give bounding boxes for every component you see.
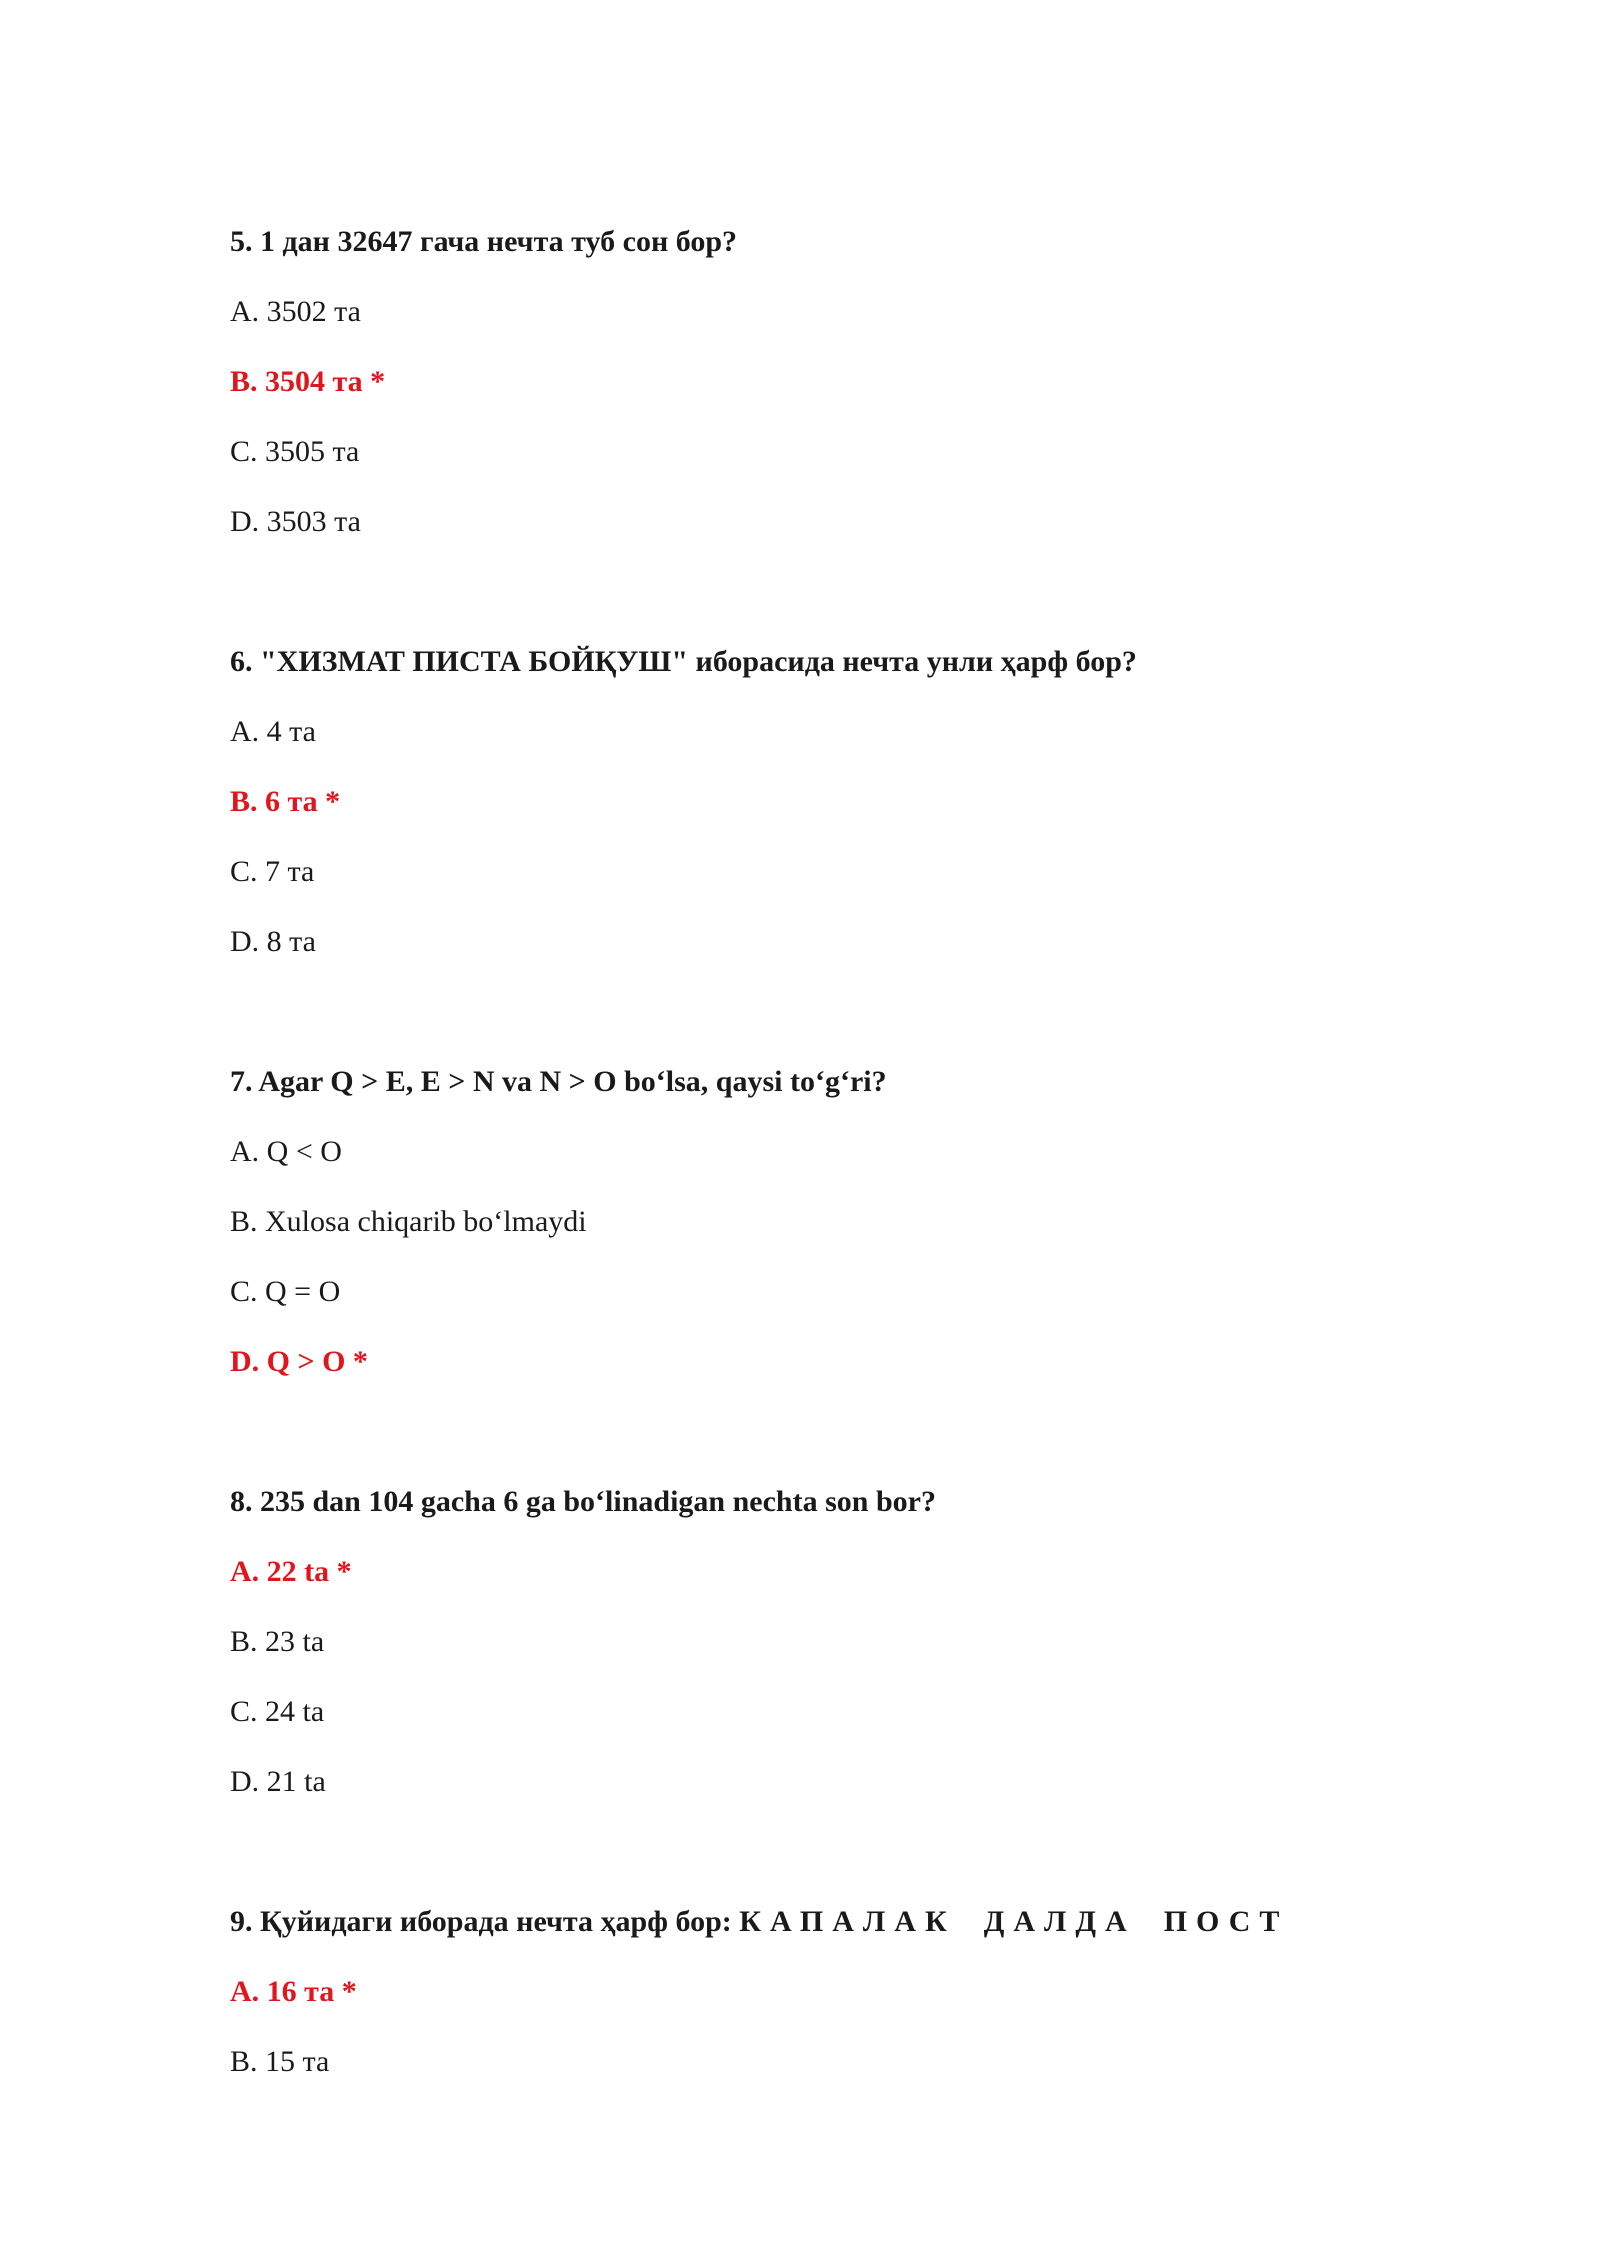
option-b <box>230 2027 1430 2097</box>
question-number: 9. <box>230 1905 253 1938</box>
option-a <box>230 1117 1430 1187</box>
question-7 <box>230 1047 1430 1397</box>
question-6 <box>230 627 1430 977</box>
option-a <box>230 277 1430 347</box>
question-9 <box>230 1887 1430 2097</box>
option-label: A. <box>230 295 260 328</box>
option-label: A. <box>230 1975 260 2008</box>
option-text: 22 ta * <box>266 1555 352 1588</box>
option-label: A. <box>230 1135 260 1168</box>
option-label: D. <box>230 1345 260 1378</box>
option-label: C. <box>230 855 258 888</box>
option-text: 15 та <box>265 2045 330 2078</box>
option-c <box>230 1677 1430 1747</box>
option-d <box>230 1747 1430 1817</box>
question-5-title <box>230 207 1430 277</box>
option-label: A. <box>230 715 260 748</box>
option-label: C. <box>230 435 258 468</box>
option-c <box>230 1257 1430 1327</box>
question-8-title <box>230 1467 1430 1537</box>
option-label: D. <box>230 925 260 958</box>
option-label: B. <box>230 365 258 398</box>
question-text: Қуйидаги иборада нечта ҳарф бор: <box>260 1905 732 1938</box>
option-a-correct <box>230 1537 1430 1607</box>
option-text: 4 та <box>266 715 316 748</box>
question-6-title <box>230 627 1430 697</box>
question-text: "ХИЗМАТ ПИСТА БОЙҚУШ" иборасида нечта унли ҳарф бор? <box>260 645 1137 678</box>
option-text: 3505 та <box>265 435 360 468</box>
option-text: Xulosa chiqarib bo‘lmaydi <box>265 1205 587 1238</box>
option-d <box>230 907 1430 977</box>
option-text: Q > O * <box>266 1345 368 1378</box>
option-label: B. <box>230 1625 258 1658</box>
option-label: B. <box>230 2045 258 2078</box>
option-b-correct <box>230 767 1430 837</box>
option-text: 3502 та <box>266 295 361 328</box>
question-text: 1 дан 32647 гача нечта туб сон бор? <box>260 225 738 258</box>
question-number: 7. <box>230 1065 253 1098</box>
option-text: 6 та * <box>265 785 341 818</box>
phrase-word: КАПАЛАК <box>739 1905 956 1938</box>
option-text: 3503 та <box>266 505 361 538</box>
option-text: 7 та <box>265 855 315 888</box>
phrase-word: ПОСТ <box>1163 1905 1289 1938</box>
option-b <box>230 1607 1430 1677</box>
option-d <box>230 487 1430 557</box>
option-label: C. <box>230 1275 258 1308</box>
option-text: 23 ta <box>265 1625 325 1658</box>
option-a <box>230 697 1430 767</box>
option-b-correct <box>230 347 1430 417</box>
option-d-correct <box>230 1327 1430 1397</box>
option-text: 16 та * <box>266 1975 357 2008</box>
option-text: 21 ta <box>266 1765 326 1798</box>
question-text: 235 dan 104 gacha 6 ga bo‘linadigan nechta son bor? <box>260 1485 936 1518</box>
question-5 <box>230 207 1430 557</box>
option-b <box>230 1187 1430 1257</box>
option-label: D. <box>230 1765 260 1798</box>
option-label: B. <box>230 1205 258 1238</box>
question-8 <box>230 1467 1430 1817</box>
question-7-title <box>230 1047 1430 1117</box>
option-c <box>230 417 1430 487</box>
question-number: 5. <box>230 225 253 258</box>
question-number: 8. <box>230 1485 253 1518</box>
question-number: 6. <box>230 645 253 678</box>
option-text: Q = O <box>265 1275 341 1308</box>
option-text: Q < O <box>266 1135 342 1168</box>
option-text: 24 ta <box>265 1695 325 1728</box>
option-label: D. <box>230 505 260 538</box>
option-label: C. <box>230 1695 258 1728</box>
option-text: 8 та <box>266 925 316 958</box>
option-label: B. <box>230 785 258 818</box>
option-c <box>230 837 1430 907</box>
option-label: A. <box>230 1555 260 1588</box>
question-text: Agar Q > E, E > N va N > O bo‘lsa, qaysi to‘g‘ri? <box>258 1065 887 1098</box>
option-text: 3504 та * <box>265 365 386 398</box>
question-9-title <box>230 1887 1430 1957</box>
phrase-word: ДАЛДА <box>983 1905 1136 1938</box>
option-a-correct <box>230 1957 1430 2027</box>
